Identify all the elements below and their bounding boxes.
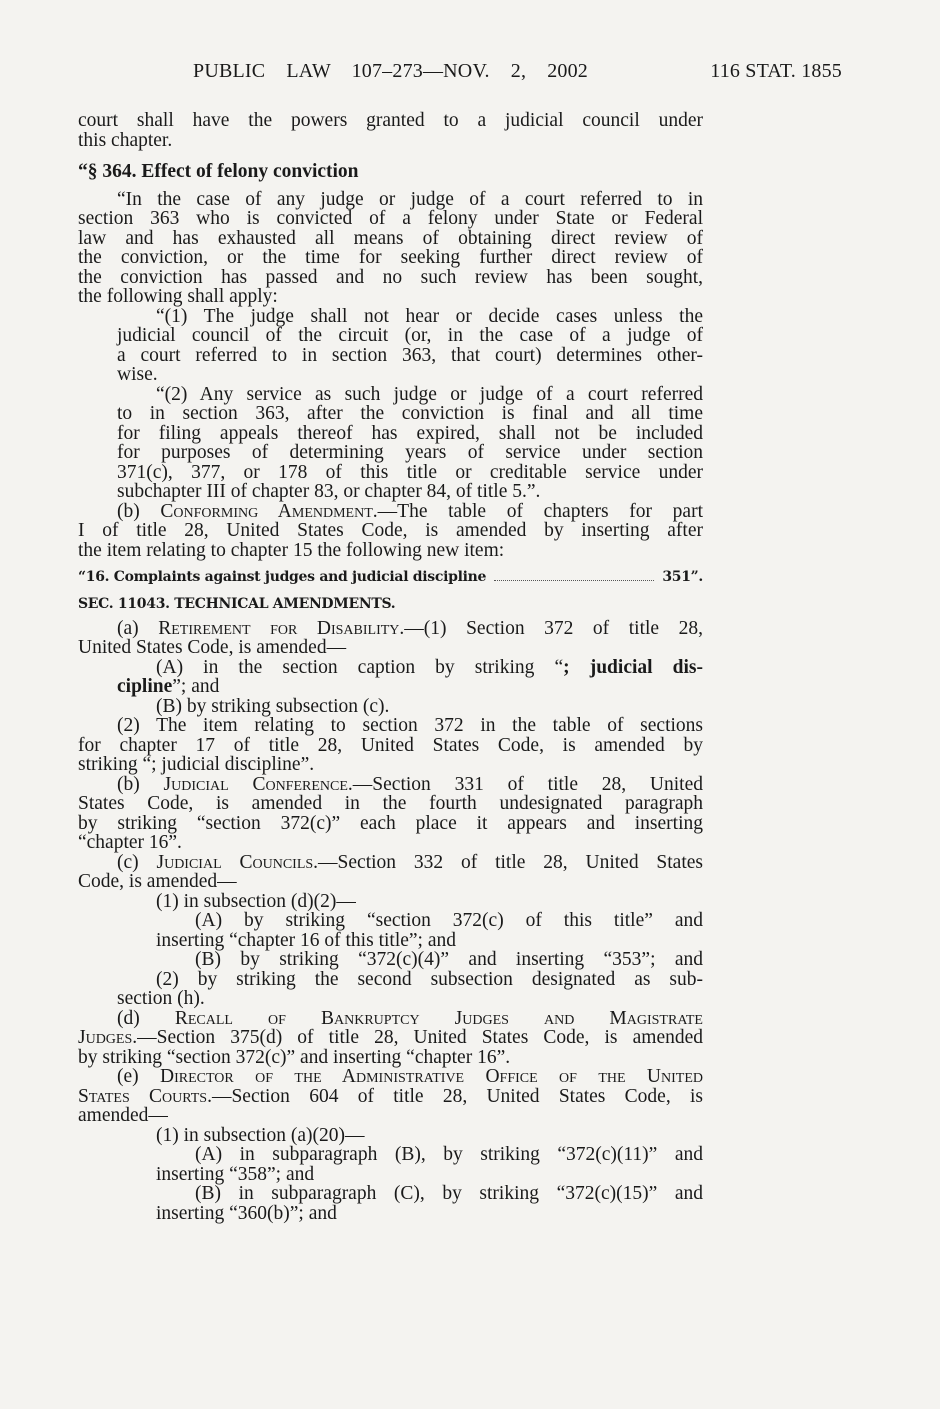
text-segment: I of title 28, United States Code, is amended by inserting after: [78, 520, 703, 541]
text-line: [117, 325, 703, 347]
page-number: 116 STAT. 1855: [710, 60, 842, 82]
text-segment: subchapter III of chapter 83, or chapter 84, of title 5.”.: [117, 481, 541, 502]
text-segment: “(2) Any service as such judge or judge of a court referred: [156, 384, 703, 405]
text-segment: section 363 who is convicted of a felony under State or Federal: [78, 208, 703, 229]
text-segment: the following shall apply:: [78, 286, 278, 307]
text-segment: (b): [117, 501, 161, 522]
text-line: [117, 676, 219, 698]
text-segment: (2) by striking the second subsection designated as sub-: [156, 969, 703, 990]
text-line: [117, 442, 703, 464]
small-caps-heading: Recall of Bankruptcy Judges and Magistrate: [174, 1008, 703, 1029]
text-segment: States Code, is amended in the fourth undesignated paragraph: [78, 793, 703, 814]
bold-text: “§ 364. Effect of felony conviction: [78, 161, 359, 182]
text-segment: .—Section 375(d) of title 28, United States Code, is amended: [132, 1027, 703, 1048]
text-line: [78, 1027, 703, 1049]
text-line: [78, 1086, 703, 1108]
text-segment: (1) in subsection (a)(20)—: [156, 1125, 365, 1146]
table-of-chapters-item: [78, 566, 703, 588]
small-caps-heading: Judges: [78, 1027, 133, 1048]
bold-text: ; judicial dis-: [563, 657, 703, 678]
text-line: [195, 1183, 703, 1205]
text-line: [195, 1144, 703, 1166]
small-caps-heading: Conforming Amendment: [160, 501, 373, 522]
text-segment: 371(c), 377, or 178 of this title or creditable service under: [117, 462, 703, 483]
text-line: [117, 1066, 703, 1088]
text-segment: “In the case of any judge or judge of a court referred to in: [117, 189, 703, 210]
text-line: [195, 910, 703, 932]
text-line: [117, 403, 703, 425]
text-segment: for purposes of determining years of service under section: [117, 442, 703, 463]
text-segment: inserting “358”; and: [156, 1164, 315, 1185]
text-line: [78, 520, 703, 542]
bold-text: cipline: [117, 676, 173, 697]
text-segment: by striking “section 372(c)” each place it appears and inserting: [78, 813, 703, 834]
text-segment: .—Section 604 of title 28, United States Code, is: [207, 1086, 703, 1107]
text-segment: this chapter.: [78, 130, 173, 151]
small-caps-heading: Director of the Administrative Office of the United: [160, 1066, 703, 1087]
text-segment: (B) by striking “372(c)(4)” and inserting “353”; and: [195, 949, 703, 970]
text-segment: (1) in subsection (d)(2)—: [156, 891, 356, 912]
toc-item-page: 351”.: [662, 569, 703, 585]
text-segment: law and has exhausted all means of obtaining direct review of: [78, 228, 703, 249]
text-line: [78, 208, 703, 230]
text-segment: .—Section 331 of title 28, United: [347, 774, 703, 795]
text-segment: “(1) The judge shall not hear or decide cases unless the: [156, 306, 703, 327]
text-segment: (2) The item relating to section 372 in the table of sections: [117, 715, 703, 736]
text-line: [78, 871, 237, 893]
text-line: [117, 715, 703, 737]
toc-item-label: “16. Complaints against judges and judicial discipline: [78, 569, 487, 585]
section-heading: SEC. 11043. TECHNICAL AMENDMENTS.: [78, 596, 396, 612]
text-segment: court shall have the powers granted to a judicial council under: [78, 110, 703, 131]
text-segment: (B) by striking subsection (c).: [156, 696, 390, 717]
text-segment: amended—: [78, 1105, 168, 1126]
text-segment: “chapter 16”.: [78, 832, 182, 853]
text-segment: United States Code, is amended—: [78, 637, 347, 658]
text-segment: judicial council of the circuit (or, in the case of a judge of: [117, 325, 703, 346]
text-line: [78, 286, 278, 308]
text-line: [117, 988, 205, 1010]
text-line: [78, 754, 314, 776]
text-segment: (d): [117, 1008, 175, 1029]
toc-leader-dots: [494, 580, 654, 581]
text-line: [156, 1203, 337, 1225]
text-segment: (A) in the section caption by striking “: [156, 657, 564, 678]
text-segment: (e): [117, 1066, 161, 1087]
text-segment: striking “; judicial discipline”.: [78, 754, 315, 775]
text-segment: the conviction has passed and no such review has been sought,: [78, 267, 703, 288]
text-segment: Code, is amended—: [78, 871, 237, 892]
text-segment: to in section 363, after the conviction is final and all time: [117, 403, 703, 424]
text-segment: (B) in subparagraph (C), by striking “372(c)(15)” and: [195, 1183, 703, 1204]
text-line: [78, 637, 346, 659]
text-segment: (c): [117, 852, 157, 873]
text-segment: (A) in subparagraph (B), by striking “372(c)(11)” and: [195, 1144, 703, 1165]
text-segment: the conviction, or the time for seeking further direct review of: [78, 247, 703, 268]
text-line: [117, 481, 540, 503]
text-line: [195, 949, 703, 971]
text-segment: inserting “chapter 16 of this title”; and: [156, 930, 456, 951]
text-line: [156, 969, 703, 991]
text-segment: inserting “360(b)”; and: [156, 1203, 337, 1224]
small-caps-heading: Judicial Councils: [156, 852, 314, 873]
small-caps-heading: Judicial Conference: [163, 774, 348, 795]
text-segment: .—The table of chapters for part: [372, 501, 703, 522]
text-segment: .—(1) Section 372 of title 28,: [399, 618, 703, 639]
text-segment: section (h).: [117, 988, 205, 1009]
text-line: [78, 1105, 168, 1127]
text-line: [78, 832, 182, 854]
small-caps-heading: States Courts: [78, 1086, 208, 1107]
text-line: [78, 161, 359, 183]
text-segment: for chapter 17 of title 28, United States Code, is amended by: [78, 735, 703, 756]
text-segment: (A) by striking “section 372(c) of this title” and: [195, 910, 703, 931]
text-segment: (a): [117, 618, 159, 639]
running-header-title: PUBLIC LAW 107–273—NOV. 2, 2002: [193, 60, 588, 82]
text-line: [78, 540, 504, 562]
text-segment: a court referred to in section 363, that court) determines other-: [117, 345, 703, 366]
small-caps-heading: Retirement for Disability: [158, 618, 400, 639]
text-segment: by striking “section 372(c)” and inserting “chapter 16”.: [78, 1047, 511, 1068]
text-line: [156, 657, 703, 679]
text-line: [78, 110, 703, 132]
text-segment: .—Section 332 of title 28, United States: [313, 852, 703, 873]
text-segment: for filing appeals thereof has expired, shall not be included: [117, 423, 703, 444]
text-line: [78, 130, 172, 152]
text-segment: wise.: [117, 364, 158, 385]
text-line: [78, 247, 703, 269]
text-segment: (b): [117, 774, 164, 795]
text-line: [117, 364, 158, 386]
text-line: [117, 345, 703, 367]
text-segment: the item relating to chapter 15 the following new item:: [78, 540, 505, 561]
text-line: [78, 793, 703, 815]
text-segment: ”; and: [172, 676, 220, 697]
